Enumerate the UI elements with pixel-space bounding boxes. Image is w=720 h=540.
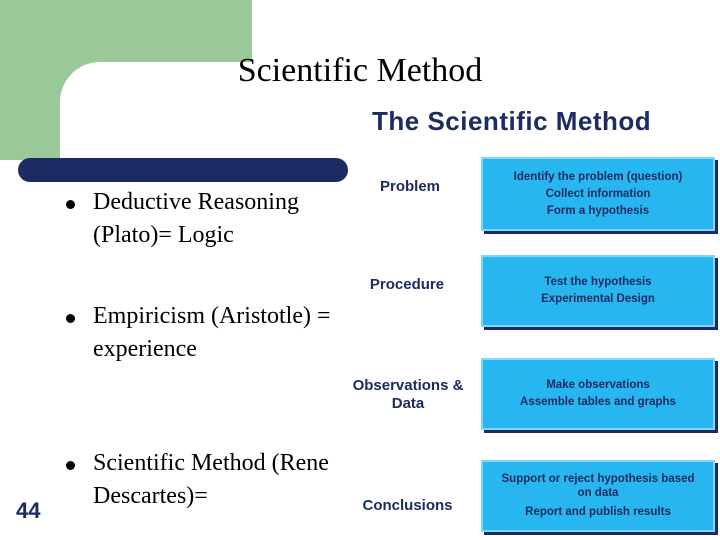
step-box-conclusions xyxy=(481,460,715,532)
step-label-observations xyxy=(338,377,478,413)
step-line: Support or reject hypothesis based on data xyxy=(501,472,695,499)
bullet-dot-icon xyxy=(66,461,75,470)
step-label-procedure: Procedure xyxy=(369,276,445,293)
step-line: Identify the problem (question) xyxy=(513,170,683,183)
bullet-text: Scientific Method (Rene Descartes)= xyxy=(93,450,329,509)
slide-number: 44 xyxy=(16,498,41,523)
step-label-conclusions: Conclusions xyxy=(362,497,453,514)
step-label-problem: Problem xyxy=(379,178,440,195)
step-line: Form a hypothesis xyxy=(546,204,650,217)
step-box-observations xyxy=(481,358,715,430)
bullet-item xyxy=(66,300,373,366)
step-line: Collect information xyxy=(545,187,651,200)
title-divider-bar xyxy=(18,158,348,182)
slide-title: Scientific Method xyxy=(237,52,483,89)
bullet-text: Deductive Reasoning (Plato)= Logic xyxy=(93,189,299,248)
step-box-problem xyxy=(481,157,715,231)
step-line: Assemble tables and graphs xyxy=(520,396,676,408)
bullet-text: Empiricism (Aristotle) = experience xyxy=(93,303,331,362)
bullet-item xyxy=(66,186,373,252)
bullet-dot-icon xyxy=(66,314,75,323)
step-line: Experimental Design xyxy=(541,293,655,305)
left-margin xyxy=(0,182,60,540)
step-box-procedure xyxy=(481,255,715,327)
bullet-item xyxy=(66,447,373,513)
step-label-text: Observations & Data xyxy=(352,377,464,412)
step-line: Make observations xyxy=(546,379,650,391)
step-line: Report and publish results xyxy=(525,505,671,518)
step-line: Test the hypothesis xyxy=(544,276,652,288)
bullet-dot-icon xyxy=(66,200,75,209)
diagram-title: The Scientific Method xyxy=(372,106,652,136)
